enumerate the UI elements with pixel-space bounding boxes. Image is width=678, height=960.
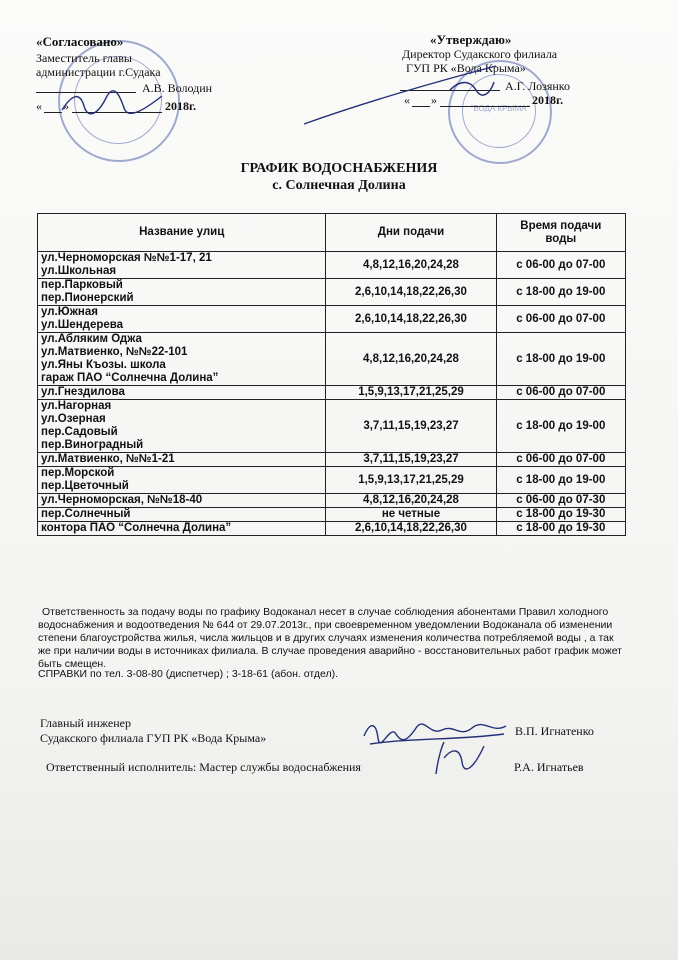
street-names-cell bbox=[38, 494, 326, 508]
street-name: пер.Солнечный bbox=[41, 508, 131, 520]
street-names-cell bbox=[38, 508, 326, 522]
document-title: ГРАФИК ВОДОСНАБЖЕНИЯ bbox=[240, 161, 438, 176]
approval-left-date-close: » bbox=[63, 99, 69, 113]
approval-left-heading: «Согласовано» bbox=[36, 34, 124, 49]
street-name: ул.Озерная bbox=[41, 413, 106, 425]
street-name: ул.Гнездилова bbox=[41, 386, 125, 398]
supply-time-cell: с 06-00 до 07-00 bbox=[496, 306, 625, 333]
chief-engineer-title: Главный инженер bbox=[40, 716, 131, 730]
approval-right-position: Директор Судакского филиала bbox=[402, 47, 558, 61]
street-name: ул.Шендерева bbox=[41, 319, 124, 331]
approval-left-handwritten-signature bbox=[58, 88, 168, 118]
supply-days-cell: 1,5,9,13,17,21,25,29 bbox=[326, 467, 496, 494]
approval-right-name: А.Г. Лозянко bbox=[505, 79, 570, 93]
table-row bbox=[38, 386, 626, 400]
supply-time-cell: с 18-00 до 19-00 bbox=[496, 400, 625, 453]
street-name: ул.Нагорная bbox=[41, 400, 112, 412]
chief-engineer-organization: Судакского филиала ГУП РК «Вода Крыма» bbox=[40, 731, 267, 745]
street-names-cell bbox=[38, 453, 326, 467]
street-names-cell bbox=[38, 522, 326, 536]
supply-time-cell: с 06-00 до 07-00 bbox=[496, 386, 625, 400]
supply-days-cell: 2,6,10,14,18,22,26,30 bbox=[326, 522, 496, 536]
street-name: ул.Школьная bbox=[41, 265, 117, 277]
header-time-line2: воды bbox=[545, 232, 577, 245]
supply-time-cell: с 18-00 до 19-30 bbox=[496, 522, 625, 536]
street-name: пер.Морской bbox=[41, 467, 115, 479]
table-row bbox=[38, 252, 626, 279]
supply-time-cell: с 06-00 до 07-00 bbox=[496, 453, 625, 467]
table-header-row bbox=[38, 214, 626, 252]
street-names-cell bbox=[38, 467, 326, 494]
supply-days-cell: 3,7,11,15,19,23,27 bbox=[326, 400, 496, 453]
company-seal-text: "ВОДА КРЫМА" bbox=[470, 104, 530, 113]
approval-right-heading: «Утверждаю» bbox=[430, 32, 512, 47]
street-names-cell bbox=[38, 306, 326, 333]
table-row bbox=[38, 306, 626, 333]
street-name: ул.Абляким Оджа bbox=[41, 333, 142, 345]
executor-title: Ответственный исполнитель: Мастер службы водоснабжения bbox=[46, 760, 361, 774]
header-streets: Название улиц bbox=[38, 214, 326, 252]
street-names-cell bbox=[38, 279, 326, 306]
street-name: пер.Пионерский bbox=[41, 292, 134, 304]
supply-time-cell: с 18-00 до 19-00 bbox=[496, 467, 625, 494]
supply-days-cell: 4,8,12,16,20,24,28 bbox=[326, 252, 496, 279]
approval-right-date-open: « bbox=[404, 93, 410, 107]
street-name: ул.Яны Къозы. школа bbox=[41, 359, 166, 371]
street-name: пер.Садовый bbox=[41, 426, 118, 438]
supply-time-cell: с 18-00 до 19-00 bbox=[496, 333, 625, 386]
approval-left-organization: администрации г.Судака bbox=[36, 65, 161, 79]
document-subtitle: с. Солнечная Долина bbox=[272, 178, 406, 193]
water-supply-schedule-table bbox=[37, 213, 626, 536]
supply-time-cell: с 18-00 до 19-00 bbox=[496, 279, 625, 306]
supply-days-cell: 4,8,12,16,20,24,28 bbox=[326, 494, 496, 508]
approval-left-name: А.В. Володин bbox=[142, 81, 213, 95]
chief-engineer-name: В.П. Игнатенко bbox=[515, 724, 594, 738]
street-names-cell bbox=[38, 400, 326, 453]
street-name: пер.Виноградный bbox=[41, 439, 144, 451]
table-row bbox=[38, 400, 626, 453]
table-row bbox=[38, 279, 626, 306]
executor-name: Р.А. Игнатьев bbox=[514, 760, 584, 774]
street-names-cell bbox=[38, 252, 326, 279]
street-name: пер.Цветочный bbox=[41, 480, 129, 492]
approval-left-date-open: « bbox=[36, 99, 42, 113]
street-name: контора ПАО “Солнечна Долина” bbox=[41, 522, 232, 534]
street-name: ул.Южная bbox=[41, 306, 98, 318]
street-name: ул.Матвиенко, №№1-21 bbox=[41, 453, 175, 465]
supply-days-cell: 1,5,9,13,17,21,25,29 bbox=[326, 386, 496, 400]
supply-days-cell: 2,6,10,14,18,22,26,30 bbox=[326, 279, 496, 306]
street-name: ул.Черноморская, №№18-40 bbox=[41, 494, 203, 506]
street-name: ул.Матвиенко, №№22-101 bbox=[41, 346, 188, 358]
header-time-line1: Время подачи bbox=[520, 219, 602, 232]
supply-days-cell: 2,6,10,14,18,22,26,30 bbox=[326, 306, 496, 333]
table-row bbox=[38, 522, 626, 536]
approval-left-year: 2018г. bbox=[165, 99, 197, 113]
table-row bbox=[38, 508, 626, 522]
street-names-cell bbox=[38, 333, 326, 386]
supply-time-cell: с 06-00 до 07-00 bbox=[496, 252, 625, 279]
supply-time-cell: с 06-00 до 07-30 bbox=[496, 494, 625, 508]
street-name: гараж ПАО “Солнечна Долина” bbox=[41, 372, 219, 384]
executor-handwritten-signature bbox=[430, 738, 490, 778]
responsibility-note: Ответственность за подачу воды по графику Водоканал несет в случае соблюдения абонентами Правил холодного водоснабжения и водоотведения № 644 от 29.07.2013г., при своевременном уведомлении Водоканала об изменении степени благоустройства жилья, числа жильцов и в других случаях изменения количества потребляемой воды , а так же при наличии воды в источниках филиала. В случае проведения аварийно - восстановительных работ график может быть смещен. bbox=[38, 606, 622, 670]
approval-right-handwritten-signature bbox=[300, 60, 500, 130]
table-row bbox=[38, 453, 626, 467]
approval-right-date-close: » bbox=[431, 93, 437, 107]
approval-right-year: 2018г. bbox=[532, 93, 564, 107]
header-days: Дни подачи bbox=[326, 214, 496, 252]
street-name: ул.Черноморская №№1-17, 21 bbox=[41, 252, 212, 264]
table-row bbox=[38, 494, 626, 508]
supply-time-cell: с 18-00 до 19-30 bbox=[496, 508, 625, 522]
street-name: пер.Парковый bbox=[41, 279, 123, 291]
approval-right-organization: ГУП РК «Вода Крыма» bbox=[406, 61, 526, 75]
header-time bbox=[496, 214, 625, 252]
approval-left-position: Заместитель главы bbox=[36, 51, 132, 65]
supply-days-cell: не четные bbox=[326, 508, 496, 522]
supply-days-cell: 3,7,11,15,19,23,27 bbox=[326, 453, 496, 467]
supply-days-cell: 4,8,12,16,20,24,28 bbox=[326, 333, 496, 386]
table-row bbox=[38, 467, 626, 494]
street-names-cell bbox=[38, 386, 326, 400]
phones-note: СПРАВКИ по тел. 3-08-80 (диспетчер) ; 3-18-61 (абон. отдел). bbox=[38, 668, 338, 680]
table-row bbox=[38, 333, 626, 386]
